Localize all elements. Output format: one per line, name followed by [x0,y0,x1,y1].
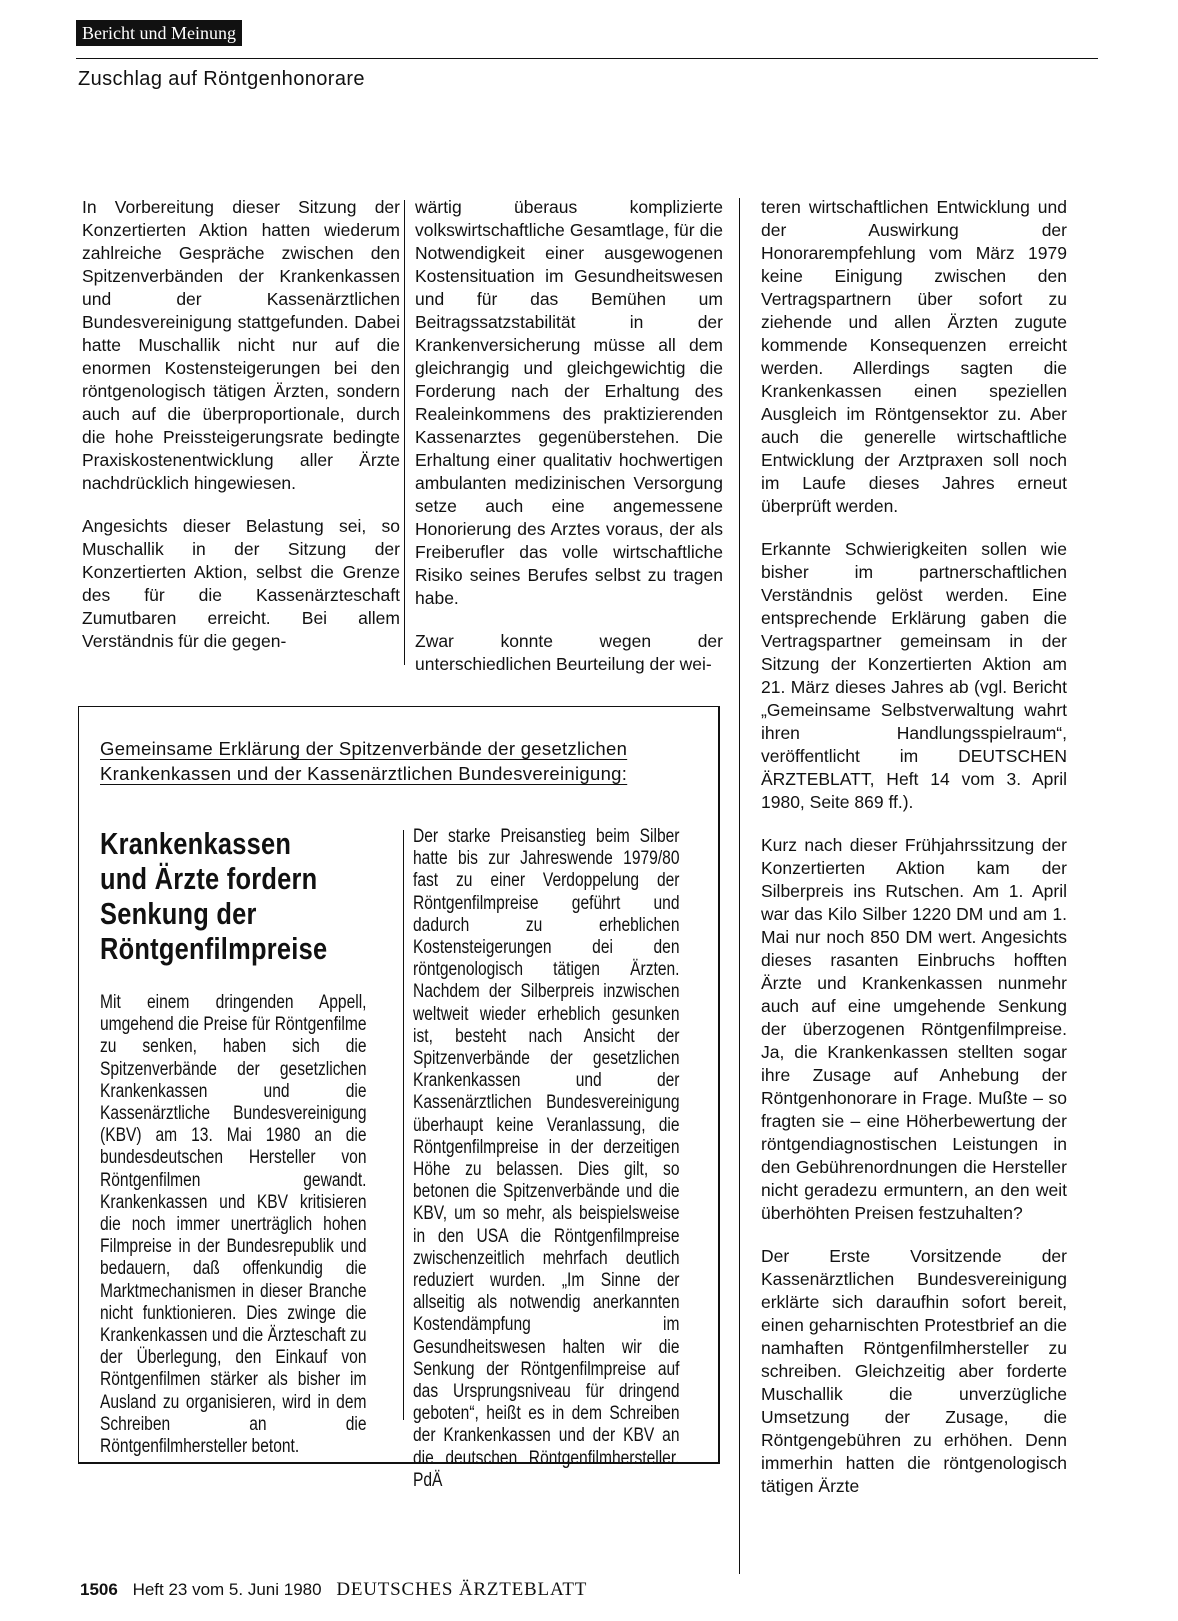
info-box-column-1 [100,992,366,1472]
paragraph: wärtig überaus komplizierte volkswirtschaftliche Gesamtlage, für die Notwendigkeit einer ausgewogenen Kostensituation im Gesundheitswesen und für das Bemühen um Beitragssatzstabilität in der Krankenversicherung müsse all dem gleichrangig und gleichgewichtig die Forderung nach der Erhaltung des Realeinkommens des praktizierenden Kassenarztes gegenüberstehen. Die Erhaltung einer qualitativ hochwertigen ambulanten medizinischen Versorgung setze auch eine angemessene Honorierung des Arztes voraus, der als Freiberufler das volle wirtschaftliche Risiko seines Berufes selbst zu tragen habe. [415,197,723,608]
article-column-1 [82,196,400,673]
article-column-3 [761,196,1067,1518]
info-box-header-line: Gemeinsame Erklärung der Spitzenverbände der gesetzlichen [100,738,628,759]
paragraph: Angesichts dieser Belastung sei, so Muschallik in der Sitzung der Konzertierten Aktion, selbst die Grenze des für die Kassenärzteschaft Zumutbaren erreicht. Bei allem Verständnis für die gegen- [82,516,400,651]
issue-info: Heft 23 vom 5. Juni 1980 [132,1580,322,1599]
article-column-2 [415,196,723,696]
info-box-column-2 [413,826,699,1506]
paragraph: Erkannte Schwierigkeiten sollen wie bisher im partnerschaftlichen Verständnis gelöst werden. Eine entsprechende Erklärung gaben die Vertragspartner gemeinsam in der Sitzung der Konzertierten Aktion am 21. März dieses Jahres ab (vgl. Bericht „Gemeinsame Selbstverwaltung wahrt ihren Handlungsspielraum“, veröffentlicht im DEUTSCHEN ÄRZTEBLATT, Heft 14 vom 3. April 1980, Seite 869 ff.). [761,539,1067,812]
info-box-header-line: Krankenkassen und der Kassenärztlichen Bundesvereinigung: [100,763,628,784]
title-line: Senkung der [100,896,257,931]
column-divider [404,200,405,665]
paragraph: Der starke Preisanstieg beim Silber hatte bis zur Jahreswende 1979/80 fast zu einer Verdoppelung der Röntgenfilmpreise geführt und dadurch zu erheblichen Kostensteigerungen dei den röntgenologisch tätigen Ärzten. Nachdem der Silberpreis inzwischen weltweit wieder erheblich gesunken ist, besteht nach Ansicht der Spitzenverbände der gesetzlichen Krankenkassen und der Kassenärztlichen Bundesvereinigung überhaupt keine Veranlassung, die Röntgenfilmpreise in der derzeitigen Höhe zu belassen. Dies gilt, so betonen die Spitzenverbände und die KBV, um so mehr, als beispielsweise in den USA die Röntgenfilmpreise zwischenzeitlich mehrfach deutlich reduziert wurden. „Im Sinne der allseitig als notwendig anerkannten Kostendämpfung im Gesundheitswesen halten wir die Senkung der Röntgenfilmpreise auf das Ursprungsniveau für dringend geboten“, heißt es in dem Schreiben der Krankenkassen und der KBV an die deutschen Röntgenfilmhersteller. PdÄ [413,826,680,1491]
info-box-header [100,736,700,786]
title-line: Röntgenfilmpreise [100,931,328,966]
paragraph: Zwar konnte wegen der unterschiedlichen Beurteilung der wei- [415,631,723,674]
paragraph: Mit einem dringenden Appell, umgehend die Preise für Röntgenfilme zu senken, haben sich die Spitzenverbände der gesetzlichen Krankenkassen und die Kassenärztliche Bundesvereinigung (KBV) am 13. Mai 1980 an die bundesdeutschen Hersteller von Röntgenfilmen gewandt. Krankenkassen und KBV kritisieren die noch immer unerträglich hohen Filmpreise in der Bundesrepublik und bedauern, daß offenkundig die Marktmechanismen in dieser Branche nicht funktionieren. Dies zwinge die Krankenkassen und die Ärzteschaft zu der Überlegung, den Einkauf von Röntgenfilmen stärker als bisher im Ausland zu organisieren, wird in dem Schreiben an die Röntgenfilmhersteller betont. [100,992,367,1458]
title-line: Krankenkassen [100,826,292,861]
paragraph: teren wirtschaftlichen Entwicklung und der Auswirkung der Honorarempfehlung vom März 1979 keine Einigung zwischen den Vertragspartnern über sofort zu ziehende und allen Ärzten zugute kommende Konsequenzen erreicht werden. Allerdings sagten die Krankenkassen einen speziellen Ausgleich im Röntgensektor zu. Aber auch die generelle wirtschaftliche Entwicklung der Arztpraxen soll noch im Laufe dieses Jahres erneut überprüft werden. [761,197,1067,516]
title-line: und Ärzte fordern [100,861,318,896]
journal-name: DEUTSCHES ÄRZTEBLATT [336,1579,588,1600]
page-footer [80,1578,587,1602]
page-subtitle: Zuschlag auf Röntgenhonorare [78,68,365,90]
header-rule [76,58,1098,59]
section-label: Bericht und Meinung [76,20,242,46]
paragraph: Kurz nach dieser Frühjahrssitzung der Konzertierten Aktion kam der Silberpreis ins Rutschen. Am 1. April war das Kilo Silber 1220 DM und am 1. Mai nur noch 850 DM wert. Angesichts dieses rasanten Einbruchs hofften Ärzte und Krankenkassen nunmehr auch auf eine umgehende Senkung der überzogenen Röntgenfilmpreise. Ja, die Krankenkassen stellten sogar ihre Zusage auf Anhebung der Röntgenhonorare in Frage. Mußte – so fragten sie – eine Höherbewertung der röntgendiagnostischen Leistungen in den Gebührenordnungen die Hersteller nicht geradezu ermuntern, an den weit überhöhten Preisen festzuhalten? [761,835,1067,1223]
paragraph: In Vorbereitung dieser Sitzung der Konzertierten Aktion hatten wiederum zahlreiche Gespräche zwischen den Spitzenverbänden der Krankenkassen und der Kassenärztlichen Bundesvereinigung stattgefunden. Dabei hatte Muschallik nicht nur auf die enormen Kostensteigerungen bei den röntgenologisch tätigen Ärzten, sondern auch auf die überproportionale, durch die hohe Preissteigerungsrate bedingte Praxiskostenentwicklung aller Ärzte nachdrücklich hingewiesen. [82,197,400,493]
info-box-column-divider [403,830,404,1420]
page-number: 1506 [80,1580,118,1599]
column-divider [739,198,740,1574]
info-box-title [100,826,328,966]
paragraph: Der Erste Vorsitzende der Kassenärztlichen Bundesvereinigung erklärte sich daraufhin sofort bereit, einen geharnischten Protestbrief an die namhaften Röntgenfilmhersteller zu schreiben. Gleichzeitig aber forderte Muschallik die unverzügliche Umsetzung der Zusage, die Röntgengebühren zu erhöhen. Denn immerhin hatten die röntgenologisch tätigen Ärzte [761,1246,1067,1496]
